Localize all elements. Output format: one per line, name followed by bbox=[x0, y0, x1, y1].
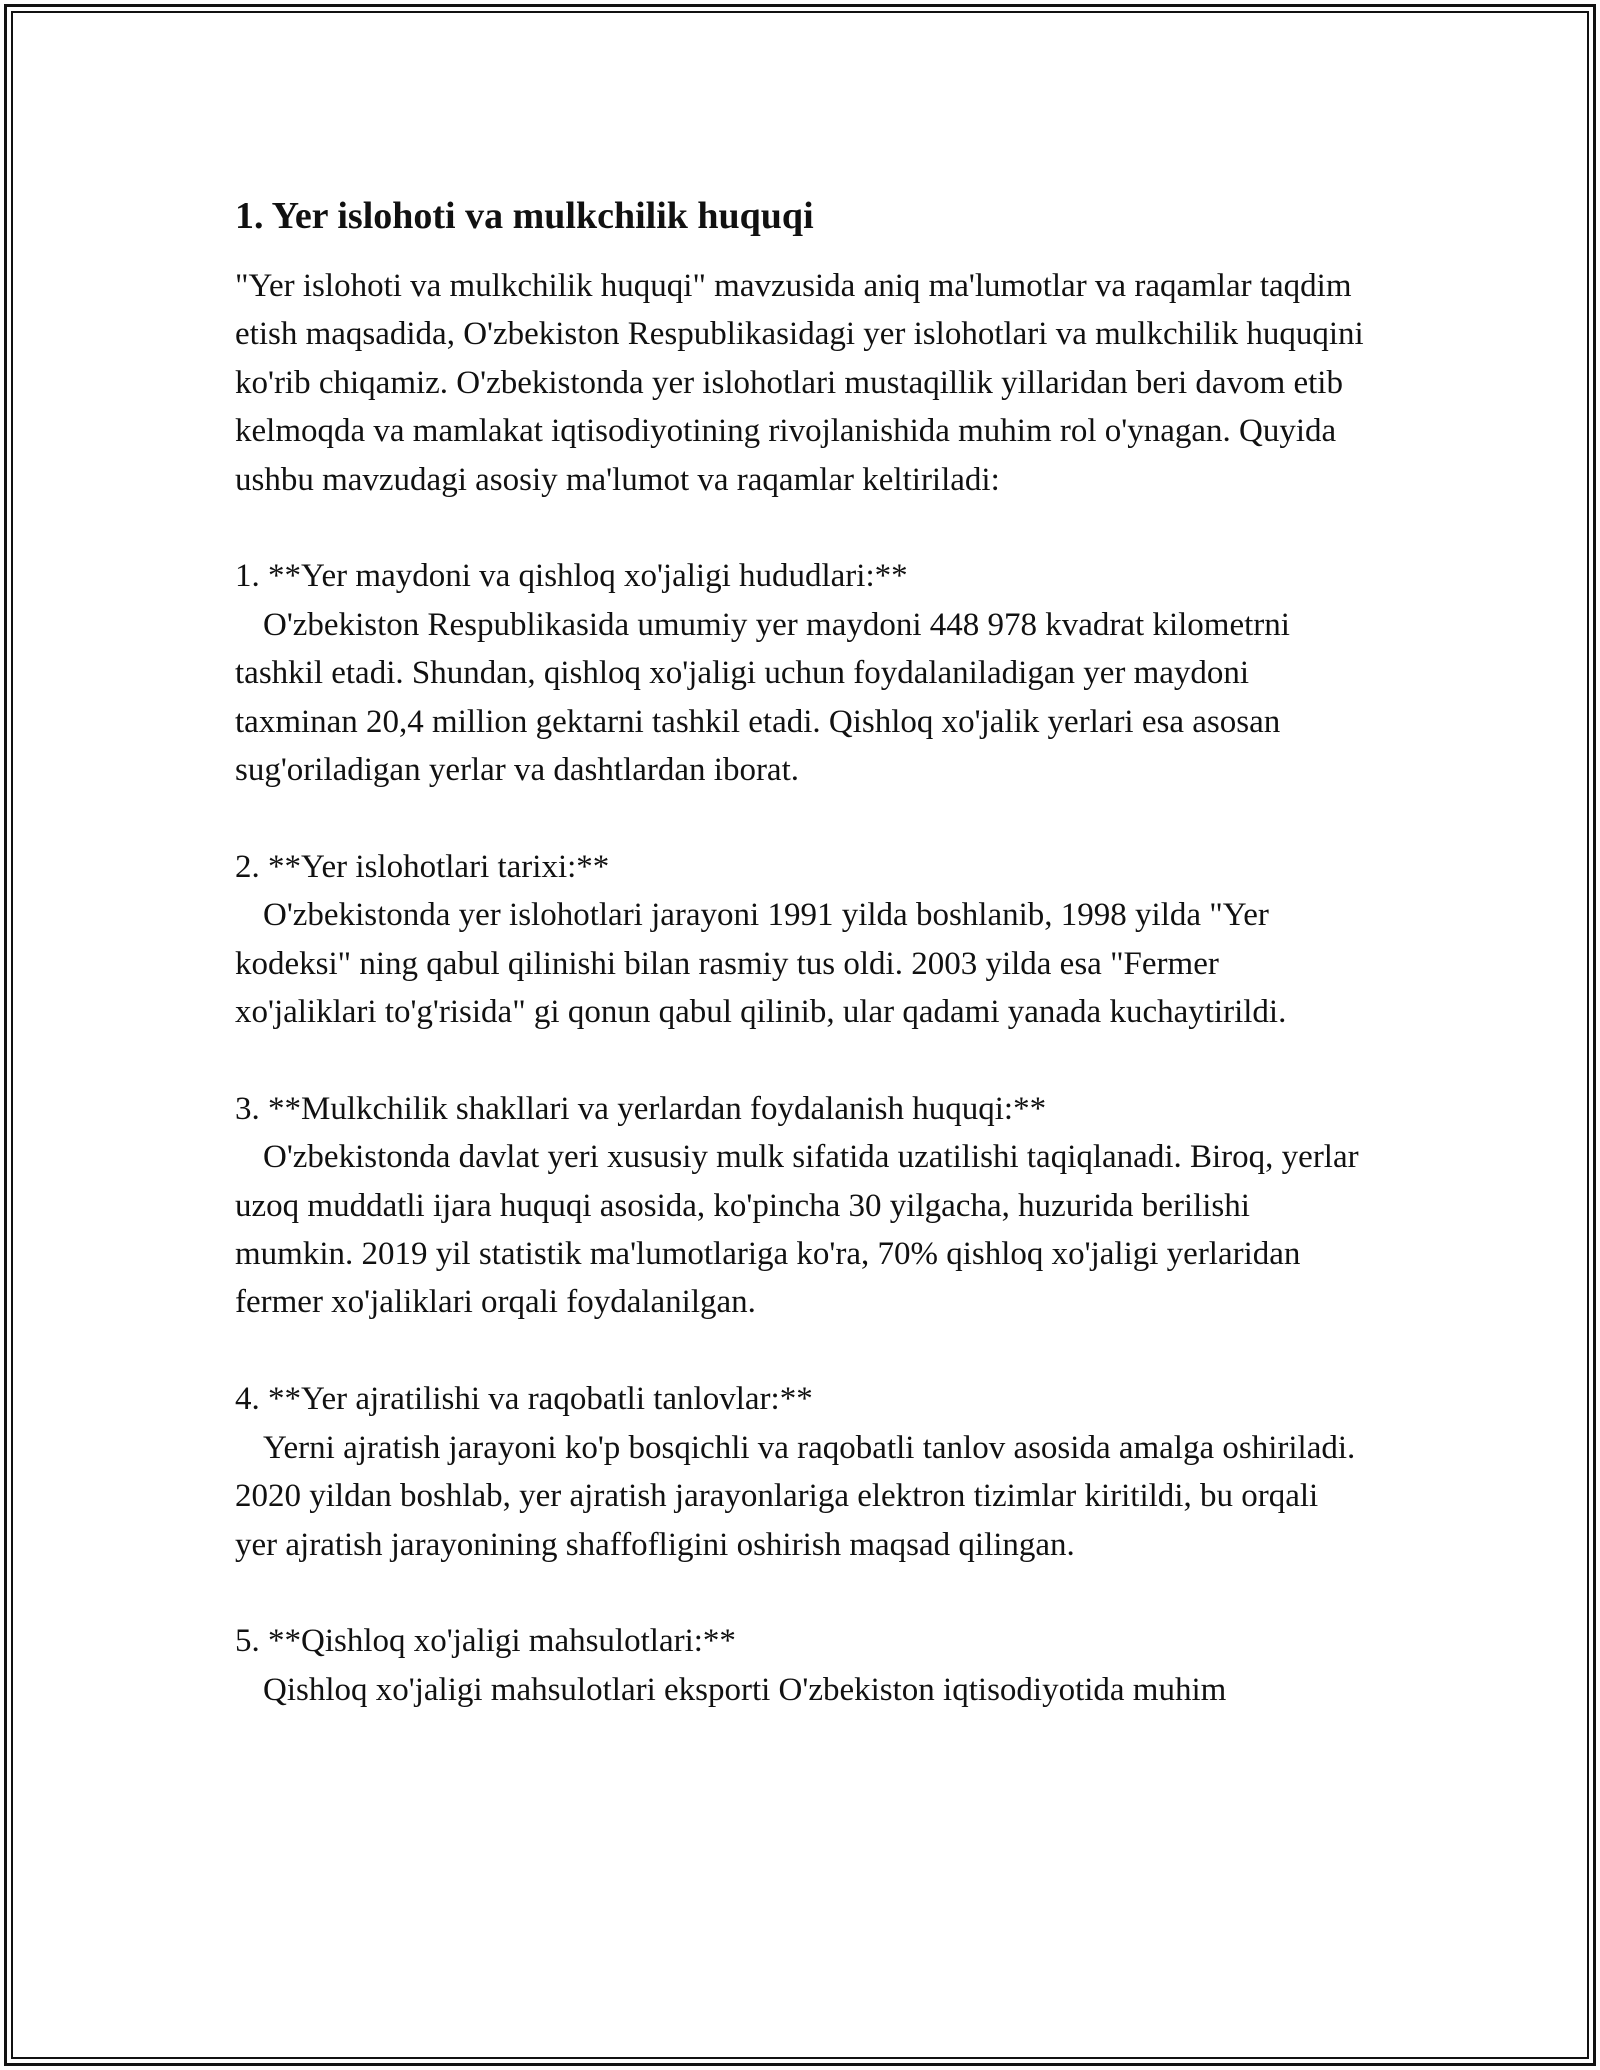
list-item bbox=[235, 1617, 1365, 1714]
list-item bbox=[235, 843, 1365, 1037]
list-item-heading: 3. **Mulkchilik shakllari va yerlardan foydalanish huquqi:** bbox=[235, 1090, 1047, 1127]
intro-paragraph: "Yer islohoti va mulkchilik huquqi" mavzusida aniq ma'lumotlar va raqamlar taqdim etish maqsadida, O'zbekiston Respublikasidagi yer islohotlari va mulkchilik huquqini ko'rib chiqamiz. O'zbekistonda yer islohotlari mustaqillik yillaridan beri davom etib kelmoqda va mamlakat iqtisodiyotining rivojlanishida muhim rol o'ynagan. Quyida ushbu mavzudagi asosiy ma'lumot va raqamlar keltiriladi: bbox=[235, 268, 1364, 498]
list-item-heading: 4. **Yer ajratilishi va raqobatli tanlovlar:** bbox=[235, 1381, 813, 1418]
list-item-body: Qishloq xo'jaligi mahsulotlari eksporti O'zbekiston iqtisodiyotida muhim bbox=[263, 1671, 1227, 1708]
list-item bbox=[235, 552, 1365, 794]
list-item bbox=[235, 1085, 1365, 1327]
list-item-body: O'zbekiston Respublikasida umumiy yer maydoni 448 978 kvadrat kilometrni tashkil etadi. Shundan, qishloq xo'jaligi uchun foydalaniladigan yer maydoni taxminan 20,4 million gektarni tashkil etadi. Qishloq xo'jalik yerlari esa asosan sug'oriladigan yerlar va dashtlardan iborat. bbox=[235, 606, 1290, 789]
list-item-heading: 5. **Qishloq xo'jaligi mahsulotlari:** bbox=[235, 1623, 736, 1660]
document-page bbox=[235, 188, 1365, 1714]
list-item-heading: 2. **Yer islohotlari tarixi:** bbox=[235, 848, 610, 885]
document-title: 1. Yer islohoti va mulkchilik huquqi bbox=[235, 195, 814, 237]
list-item bbox=[235, 1375, 1365, 1569]
list-item-heading: 1. **Yer maydoni va qishloq xo'jaligi hududlari:** bbox=[235, 558, 908, 595]
list-item-body: Yerni ajratish jarayoni ko'p bosqichli va raqobatli tanlov asosida amalga oshiriladi. 2020 yildan boshlab, yer ajratish jarayonlariga elektron tizimlar kiritildi, bu orqali yer ajratish jarayonining shaffofligini oshirish maqsad qilingan. bbox=[235, 1429, 1356, 1563]
list-item-body: O'zbekistonda davlat yeri xususiy mulk sifatida uzatilishi taqiqlanadi. Biroq, yerlar uzoq muddatli ijara huquqi asosida, ko'pincha 30 yilgacha, huzurida berilishi mumkin. 2019 yil statistik ma'lumotlariga ko'ra, 70% qishloq xo'jaligi yerlaridan fermer xo'jaliklari orqali foydalanilgan. bbox=[235, 1139, 1359, 1321]
list-item-body: O'zbekistonda yer islohotlari jarayoni 1991 yilda boshlanib, 1998 yilda "Yer kodeksi" ning qabul qilinishi bilan rasmiy tus oldi. 2003 yilda esa "Fermer xo'jaliklari to'g'risida" gi qonun qabul qilinib, ular qadami yanada kuchaytirildi. bbox=[235, 897, 1287, 1031]
